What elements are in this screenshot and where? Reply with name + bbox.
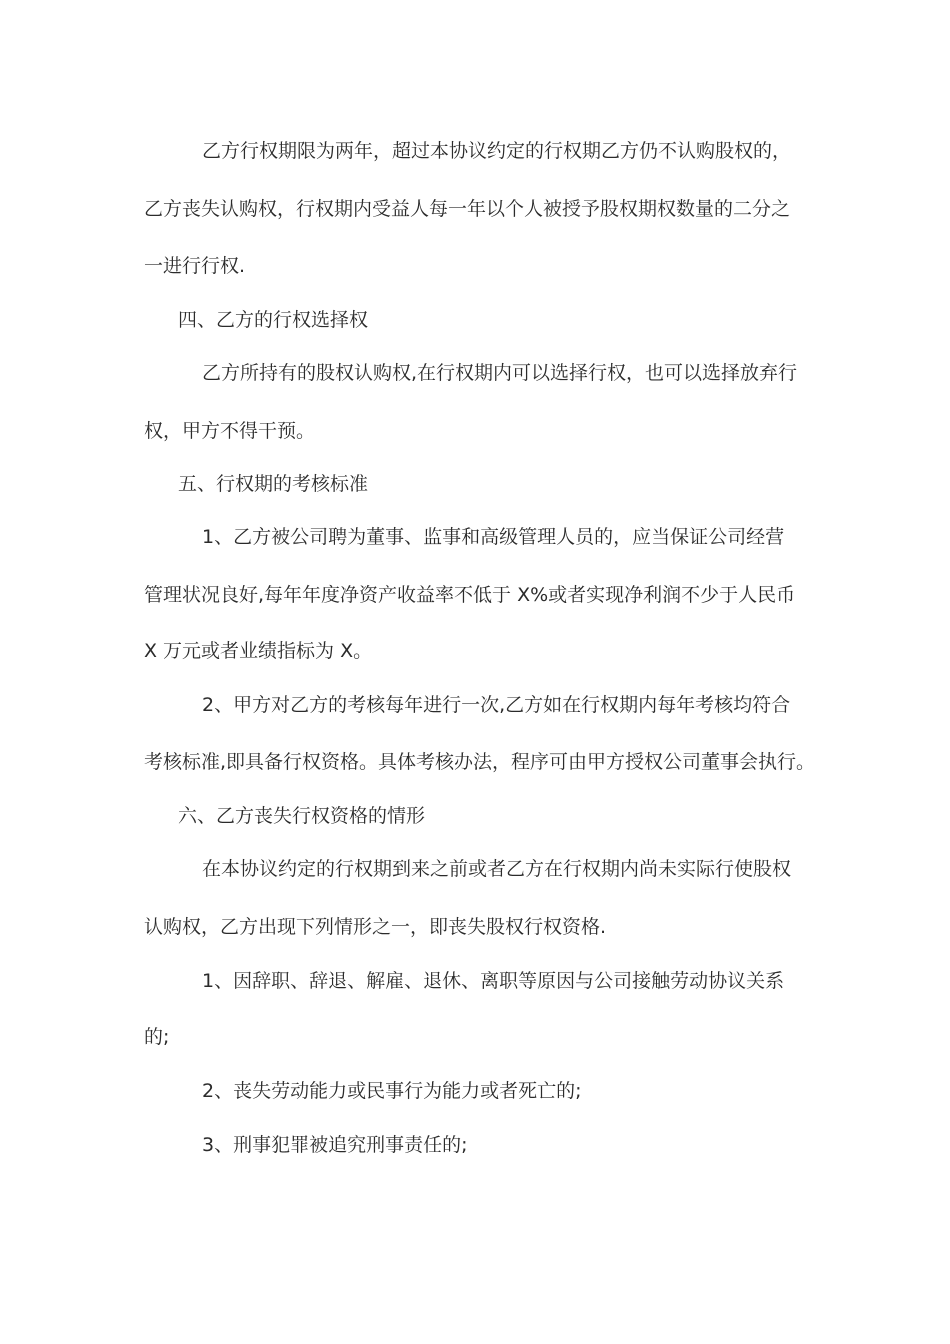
clause-6-3: 3、刑事犯罪被追究刑事责任的; bbox=[202, 1134, 468, 1156]
clause-5-1-line-1: 1、乙方被公司聘为董事、监事和高级管理人员的，应当保证公司经营 bbox=[202, 526, 785, 548]
section-heading-6: 六、乙方丧失行权资格的情形 bbox=[178, 805, 426, 827]
paragraph-loss-conditions-line-1: 在本协议约定的行权期到来之前或者乙方在行权期内尚未实际行使股权 bbox=[202, 858, 792, 880]
paragraph-exercise-period-line-3: 一进行行权. bbox=[144, 255, 246, 277]
clause-5-1-line-3: X 万元或者业绩指标为 X。 bbox=[144, 640, 373, 662]
clause-6-1-line-2: 的; bbox=[144, 1026, 170, 1048]
paragraph-exercise-period-line-1: 乙方行权期限为两年，超过本协议约定的行权期乙方仍不认购股权的， bbox=[202, 140, 792, 162]
section-heading-5: 五、行权期的考核标准 bbox=[178, 473, 369, 495]
clause-6-1-line-1: 1、因辞职、辞退、解雇、退休、离职等原因与公司接触劳动协议关系 bbox=[202, 970, 785, 992]
paragraph-loss-conditions-line-2: 认购权，乙方出现下列情形之一，即丧失股权行权资格. bbox=[144, 916, 607, 938]
clause-6-2: 2、丧失劳动能力或民事行为能力或者死亡的; bbox=[202, 1080, 582, 1102]
clause-5-1-line-2: 管理状况良好,每年年度净资产收益率不低于 X%或者实现净利润不少于人民币 bbox=[144, 584, 796, 606]
paragraph-option-choice-line-1: 乙方所持有的股权认购权,在行权期内可以选择行权，也可以选择放弃行 bbox=[202, 362, 798, 384]
paragraph-exercise-period-line-2: 乙方丧失认购权，行权期内受益人每一年以个人被授予股权期权数量的二分之 bbox=[144, 198, 791, 220]
section-heading-4: 四、乙方的行权选择权 bbox=[178, 309, 369, 331]
clause-5-2-line-2: 考核标准,即具备行权资格。具体考核办法，程序可由甲方授权公司董事会执行。 bbox=[144, 751, 816, 773]
clause-5-2-line-1: 2、甲方对乙方的考核每年进行一次,乙方如在行权期内每年考核均符合 bbox=[202, 694, 791, 716]
paragraph-option-choice-line-2: 权，甲方不得干预。 bbox=[144, 420, 316, 442]
